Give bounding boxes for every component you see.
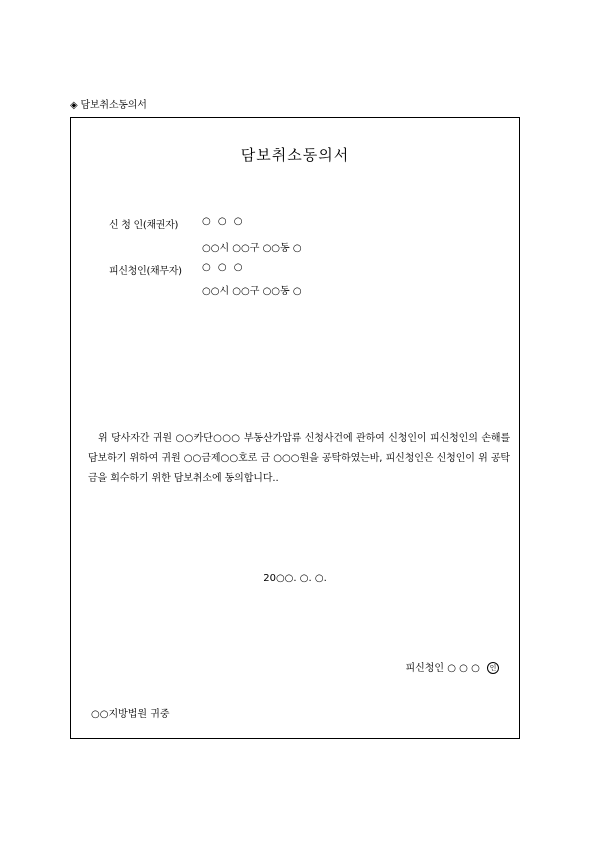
applicant-label: 신 청 인(채권자) [109,220,179,231]
applicant-address: ○○시 ○○구 ○○동 ○ [202,243,302,254]
court-addressee: ○○지방법원 귀중 [91,709,170,720]
respondent-label: 피신청인(채무자) [109,266,182,277]
consent-form [70,117,520,739]
respondent-name: ○ ○ ○ [202,262,245,273]
document-date: 20○○. ○. ○. [263,573,327,584]
seal-icon: 인 [487,662,499,674]
respondent-address: ○○시 ○○구 ○○동 ○ [202,286,302,297]
applicant-name: ○ ○ ○ [202,216,245,227]
form-title: 담보취소동의서 [240,146,350,164]
consent-statement: 위 당사자간 귀원 ○○카단○○○ 부동산가압류 신청사건에 관하여 신청인이 피신청인의 손해를 담보하기 위하여 귀원 ○○금제○○호로 금 ○○○원을 공탁하였는바, 피신청인은 신청인이 위 공탁금을 회수하기 위한 담보취소에 동의합니다.. [88,433,510,484]
signature-line [405,659,499,674]
signature-label: 피신청인 ○ ○ ○ [405,663,480,674]
document-label: ◈ 담보취소동의서 [70,100,147,111]
